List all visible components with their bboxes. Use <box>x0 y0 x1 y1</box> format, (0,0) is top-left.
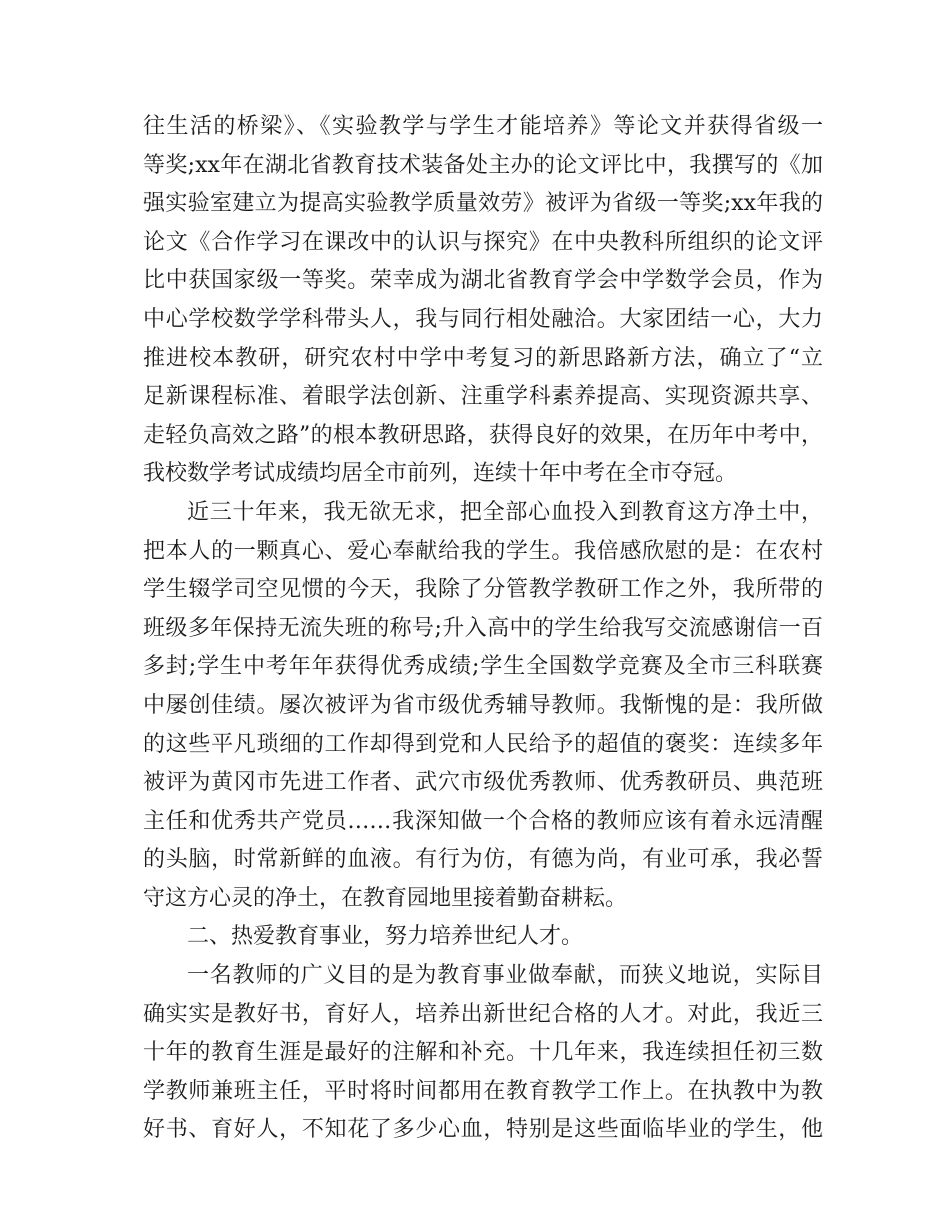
text-line: 二、热爱教育事业，努力培养世纪人才。 <box>187 924 584 950</box>
text-line: 多封;学生中考年年获得优秀成绩;学生全国数学竞赛及全市三科联赛 <box>143 654 823 680</box>
text-line: 强实验室建立为提高实验教学质量效劳》被评为省级一等奖;xx年我的 <box>143 191 823 217</box>
text-line: 学生辍学司空见惯的今天，我除了分管教学教研工作之外，我所带的 <box>143 577 823 603</box>
text-line: 的这些平凡琐细的工作却得到党和人民给予的超值的褒奖：连续多年 <box>143 731 823 757</box>
text-line: 好书、育好人，不知花了多少心血，特别是这些面临毕业的学生，他 <box>143 1117 823 1143</box>
text-line: 十年的教育生涯是最好的注解和补充。十几年来，我连续担任初三数 <box>143 1040 823 1066</box>
text-line: 一名教师的广义目的是为教育事业做奉献，而狭义地说，实际目 <box>187 963 823 989</box>
text-line: 论文《合作学习在课改中的认识与探究》在中央教科所组织的论文评 <box>143 229 823 255</box>
text-line: 走轻负高效之路”的根本教研思路，获得良好的效果，在历年中考中， <box>143 422 823 448</box>
text-line: 我校数学考试成绩均居全市前列，连续十年中考在全市夺冠。 <box>143 461 738 487</box>
text-line: 班级多年保持无流失班的称号;升入高中的学生给我写交流感谢信一百 <box>143 615 823 641</box>
text-line: 中屡创佳绩。屡次被评为省市级优秀辅导教师。我惭愧的是：我所做 <box>143 692 823 718</box>
text-line: 中心学校数学学科带头人，我与同行相处融洽。大家团结一心，大力 <box>143 306 823 332</box>
text-line: 足新课程标准、着眼学法创新、注重学科素养提高、实现资源共享、 <box>143 384 823 410</box>
text-line: 主任和优秀共产党员……我深知做一个合格的教师应该有着永远清醒 <box>143 808 823 834</box>
text-line: 确实实是教好书，育好人，培养出新世纪合格的人才。对此，我近三 <box>143 1001 823 1027</box>
text-line: 推进校本教研，研究农村中学中考复习的新思路新方法，确立了“立 <box>143 345 823 371</box>
text-line: 守这方心灵的净土，在教育园地里接着勤奋耕耘。 <box>143 885 628 911</box>
text-line: 比中获国家级一等奖。荣幸成为湖北省教育学会中学数学会员，作为 <box>143 268 823 294</box>
text-line: 被评为黄冈市先进工作者、武穴市级优秀教师、优秀教研员、典范班 <box>143 770 823 796</box>
text-line: 往生活的桥梁》、《实验教学与学生才能培养》等论文并获得省级一 <box>143 114 823 139</box>
text-line: 的头脑，时常新鲜的血液。有行为仿，有德为尚，有业可承，我必誓 <box>143 847 823 873</box>
text-line: 近三十年来，我无欲无求，把全部心血投入到教育这方净土中， <box>187 499 823 525</box>
document-body <box>143 108 823 1150</box>
text-line: 把本人的一颗真心、爱心奉献给我的学生。我倍感欣慰的是：在农村 <box>143 538 823 564</box>
text-line: 等奖;xx年在湖北省教育技术装备处主办的论文评比中，我撰写的《加 <box>143 152 823 178</box>
text-line: 学教师兼班主任，平时将时间都用在教育教学工作上。在执教中为教 <box>143 1078 823 1104</box>
